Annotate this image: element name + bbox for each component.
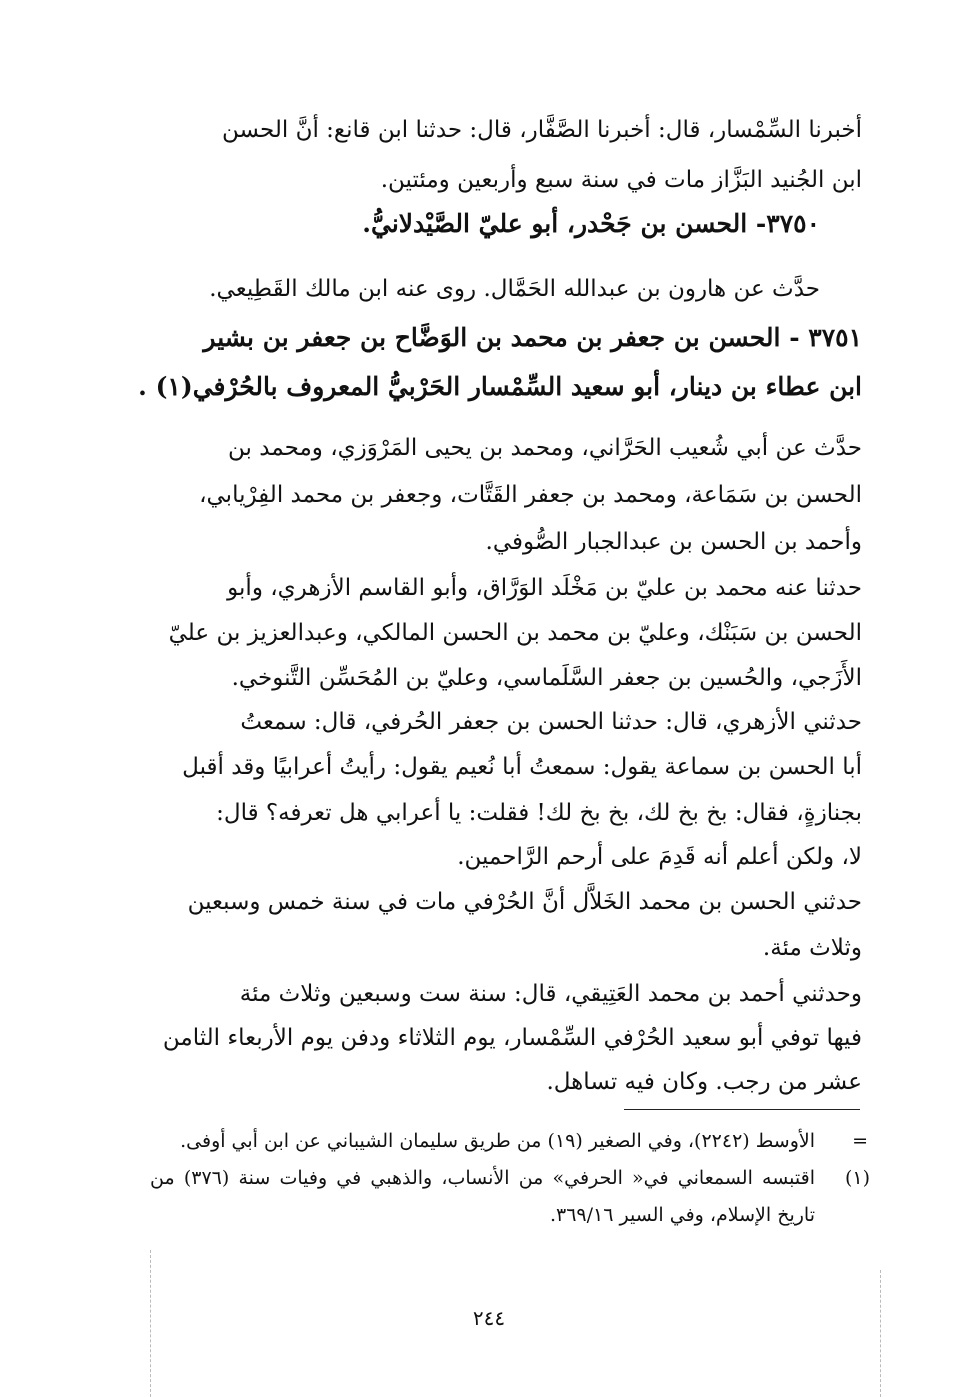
text-line: فيها توفي أبو سعيد الحُرْفي السِّمْسار، يوم الثلاثاء ودفن يوم الأربعاء الثامن — [162, 1025, 862, 1051]
text-line: الأَزَجي، والحُسين بن جعفر السَّلَماسي، وعليّ بن المُحَسِّن التَّنوخي. — [231, 665, 862, 691]
text-line: ابن الجُنيد البَزَّاز مات في سنة سبع وأربعين ومئتين. — [380, 167, 862, 193]
text-line: بجنازةٍ، فقال: بخ بخ لك، بخ بخ لك! فقلت: يا أعرابي هل تعرفه؟ قال: — [216, 800, 862, 826]
text-line: الحسن بن سَبَنْك، وعليّ بن محمد بن الحسن المالكي، وعبدالعزيز بن عليّ — [168, 620, 862, 646]
footnote-continued-text: الأوسط (٢٢٤٢)، وفي الصغير (١٩) من طريق سليمان الشيباني عن ابن أبي أوفى. — [180, 1130, 815, 1152]
text-line: أخبرنا السِّمْسار، قال: أخبرنا الصَّفَّار، قال: حدثنا ابن قانع: أنَّ الحسن — [221, 117, 862, 143]
text-line: حدَّث عن هارون بن عبدالله الحَمَّال. روى عنه ابن مالك القَطِيعي. — [209, 276, 820, 302]
text-line: أبا الحسن بن سماعة يقول: سمعتُ أبا نُعيم يقول: رأيتُ أعرابيًا وقد أقبل — [182, 754, 862, 780]
text-line: لا، ولكن أعلم أنه قَدِمَ على أرحم الرَّاحمين. — [457, 844, 862, 870]
footnote-1-marker: (١) — [844, 1167, 870, 1189]
text-line: عشر من رجب. وكان فيه تساهل. — [546, 1069, 862, 1095]
footnote-separator — [624, 1109, 860, 1110]
entry-heading-3750: ٣٧٥٠- الحسن بن جَحْدر، أبو عليّ الصَّيْدلانيُّ. — [362, 209, 820, 238]
scan-artifact-line — [880, 1270, 881, 1397]
text-line: الحسن بن سَمَاعة، ومحمد بن جعفر القَتَّات، وجعفر بن محمد الفِرْيابي، — [199, 482, 862, 508]
text-line: وثلاث مئة. — [762, 935, 862, 961]
footnote-1-line: تاريخ الإسلام، وفي السير ٣٦٩/١٦. — [549, 1204, 815, 1226]
footnote-continued-marker: = — [852, 1130, 868, 1152]
page-number: ٢٤٤ — [472, 1306, 506, 1330]
text-line: حدثني الحسن بن محمد الخَلاَّل أنَّ الحُرْفي مات في سنة خمس وسبعين — [187, 889, 862, 915]
text-line: حدثنا عنه محمد بن عليّ بن مَخْلَد الوَرَّاق، وأبو القاسم الأزهري، وأبو — [227, 575, 862, 601]
text-line: حدَّث عن أبي شُعيب الحَرَّاني، ومحمد بن يحيى المَرْوَزي، ومحمد بن — [228, 435, 862, 461]
entry-heading-3751-cont: ابن عطاء بن دينار، أبو سعيد السِّمْسار الحَرْبيُّ المعروف بالحُرْفي(١) . — [138, 372, 862, 401]
text-line: وأحمد بن الحسن بن عبدالجبار الصُّوفي. — [485, 529, 862, 555]
text-line: حدثني الأزهري، قال: حدثنا الحسن بن جعفر الحُرفي، قال: سمعتُ — [240, 709, 862, 735]
footnote-1-line: اقتبسه السمعاني في« الحرفي» من الأنساب، والذهبي في وفيات سنة (٣٧٦) من — [150, 1167, 815, 1189]
entry-heading-3751: ٣٧٥١ - الحسن بن جعفر بن محمد بن الوَضَّاح بن جعفر بن بشير — [203, 323, 862, 352]
text-line: وحدثني أحمد بن محمد العَتِيقي، قال: سنة ست وسبعين وثلاث مئة — [239, 981, 862, 1007]
